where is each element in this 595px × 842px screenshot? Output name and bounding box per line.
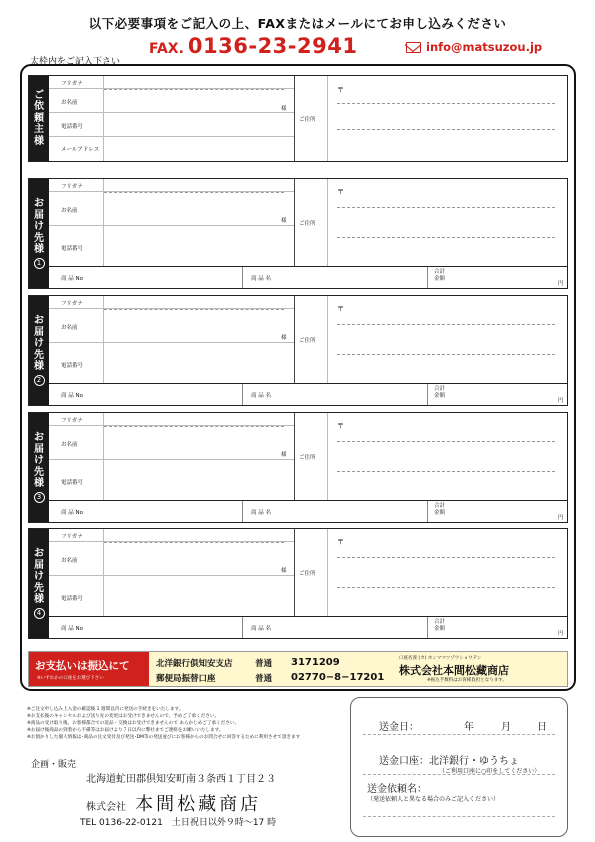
yen-label: 円 [558,631,564,637]
yen-label: 円 [558,515,564,521]
furigana-row[interactable] [49,296,294,309]
vendor-company [86,790,261,816]
total-label: 合計 金額 [434,619,446,632]
account-holder-kana: 口座名義 (カ) ホンママツゾウショウテン [399,656,482,661]
yen-label: 円 [558,281,564,287]
vendor-label: 企画・販売 [31,760,77,770]
note-item: ※商品の受け取り後、お客様都合での返品・交換はお受けできませんので あらかじめご了承ください。 [27,721,240,727]
name-row[interactable] [49,542,294,576]
phone-row[interactable] [49,343,294,383]
payment-banner [29,652,149,686]
name-label: お名前 [61,442,78,448]
phone-label: 電話番号 [61,363,84,369]
postal-mark: 〒 [337,86,344,94]
recipient-number-badge: 1 [34,258,45,269]
email-row[interactable] [49,137,294,161]
payment-title: お支払いは振込にて [35,660,130,672]
furigana-label: フリガナ [61,184,83,190]
honorific: 様 [281,218,287,224]
note-item: ※ご注文申し込み上入金の確認後 1 週間以内に発送の手続きをいたします。 [27,707,184,712]
bank1-name: 北洋銀行倶知安支店 [156,659,233,669]
postal-mark: 〒 [337,305,344,313]
bank2-type: 普通 [255,674,273,684]
recipient-section-1 [28,178,568,289]
recipient-number-badge: 4 [34,608,45,619]
page-headline: 以下必要事項をご記入の上、FAXまたはメールにてお申し込みください [88,16,507,31]
remit-day: 日 [537,722,547,733]
bank1-number: 3171209 [291,657,340,668]
email-label: メールアドレス [61,147,100,153]
honorific: 様 [281,106,287,112]
remit-sender-note: （発送依頼人と異なる場合のみご記入ください） [367,796,500,803]
remit-account-note: （ご利用口座に○印をしてください） [439,768,541,775]
recipient-label: お 届 け 先 様 2 [29,296,49,405]
address-label: ご住所 [299,117,316,123]
order-row[interactable] [49,616,567,638]
name-label: お名前 [61,208,78,214]
product-no-label: 商 品 No [61,626,83,632]
phone-label: 電話番号 [61,596,84,602]
furigana-row[interactable] [49,529,294,542]
phone-row[interactable] [49,226,294,266]
bank2-name: 郵便局振替口座 [156,674,216,684]
total-label: 合計 金額 [434,503,446,516]
remit-account-label: 送金口座：北洋銀行・ゆうちょ [379,756,519,767]
product-no-label: 商 品 No [61,393,83,399]
furigana-label: フリガナ [61,534,83,540]
name-label: お名前 [61,325,78,331]
recipient-section-4 [28,528,568,639]
bank1-type: 普通 [255,659,273,669]
product-name-label: 商 品 名 [251,276,271,282]
account-holder: 株式会社本間松藏商店 [399,664,509,677]
furigana-row[interactable] [49,413,294,426]
bank2-number: 02770−8−17201 [291,672,385,683]
notes-list [27,706,300,742]
fax-label: FAX. [149,41,184,57]
furigana-label: フリガナ [61,301,83,307]
address-label: ご住所 [299,221,316,227]
recipient-label: お 届 け 先 様 1 [29,179,49,288]
requester-label: ご 依 頼 主 様 [29,76,49,161]
product-name-label: 商 品 名 [251,393,271,399]
fax-number [149,34,357,58]
product-name-label: 商 品 名 [251,626,271,632]
total-label: 合計 金額 [434,386,446,399]
vendor-tel: TEL 0136-22-0121 土日祝日以外９時〜17 時 [80,818,277,828]
order-row[interactable] [49,266,567,288]
total-label: 合計 金額 [434,269,446,282]
name-row[interactable] [49,89,294,113]
product-no-label: 商 品 No [61,510,83,516]
envelope-icon [406,42,421,53]
vendor-address: 北海道虻田郡倶知安町南３条西１丁目２３ [86,774,276,785]
remit-sender-label: 送金依頼名： [367,784,427,795]
note-item: ※お預かりした個人情報は･商品の注文受付及び発送･DM等の発送並びにお客様からのお問合せに回答するために利用させて頂きます [27,735,301,741]
product-name-label: 商 品 名 [251,510,271,516]
phone-label: 電話番号 [61,246,84,252]
fax-number-value: 0136-23-2941 [187,34,358,58]
note-item: ※お届け後商品の到着から不備等はお届けより７日以内に弊社までご連絡をお願いいたします。 [27,728,224,734]
honorific: 様 [281,568,287,574]
order-row[interactable] [49,500,567,522]
order-row[interactable] [49,383,567,405]
recipient-section-2 [28,295,568,406]
recipient-label: お 届 け 先 様 3 [29,413,49,522]
postal-mark: 〒 [337,422,344,430]
furigana-row[interactable] [49,179,294,192]
postal-mark: 〒 [337,538,344,546]
remittance-box[interactable] [350,697,568,837]
name-row[interactable] [49,309,294,343]
requester-section [28,75,568,162]
phone-row[interactable] [49,113,294,137]
payment-subtitle: ※いずれかの口座をお選び下さい [37,676,104,681]
phone-row[interactable] [49,576,294,616]
address-label: ご住所 [299,571,316,577]
name-label: お名前 [61,558,78,564]
recipient-number-badge: 3 [34,492,45,503]
remit-month: 月 [501,722,511,733]
email-address[interactable]: info@matsuzou.jp [426,40,543,54]
payment-info [28,651,568,687]
company-prefix: 株式会社 [86,802,126,813]
name-row[interactable] [49,426,294,460]
furigana-label: フリガナ [61,418,83,424]
yen-label: 円 [558,398,564,404]
name-label: お名前 [61,100,78,106]
recipient-section-3 [28,412,568,523]
postal-mark: 〒 [337,188,344,196]
honorific: 様 [281,335,287,341]
phone-label: 電話番号 [61,480,84,486]
recipient-label: お 届 け 先 様 4 [29,529,49,638]
address-label: ご住所 [299,338,316,344]
name-row[interactable] [49,192,294,226]
remit-date-label: 送金日： [379,722,419,733]
email-contact[interactable] [406,40,542,54]
fill-instruction: 太枠内をご記入下さい [30,57,121,67]
phone-label: 電話番号 [61,124,84,130]
recipient-number-badge: 2 [34,375,45,386]
fee-note: ※振込手数料はお客様負担となります。 [427,678,507,683]
address-label: ご住所 [299,455,316,461]
honorific: 様 [281,452,287,458]
remit-year: 年 [464,722,474,733]
company-name: 本間松藏商店 [135,794,262,815]
furigana-row[interactable] [49,76,294,89]
note-item: ※お支払後のキャンセルおよび送り先の変更はお受けできませんので、予めご了承ください。 [27,714,220,720]
furigana-label: フリガナ [61,81,83,87]
phone-row[interactable] [49,460,294,500]
product-no-label: 商 品 No [61,276,83,282]
